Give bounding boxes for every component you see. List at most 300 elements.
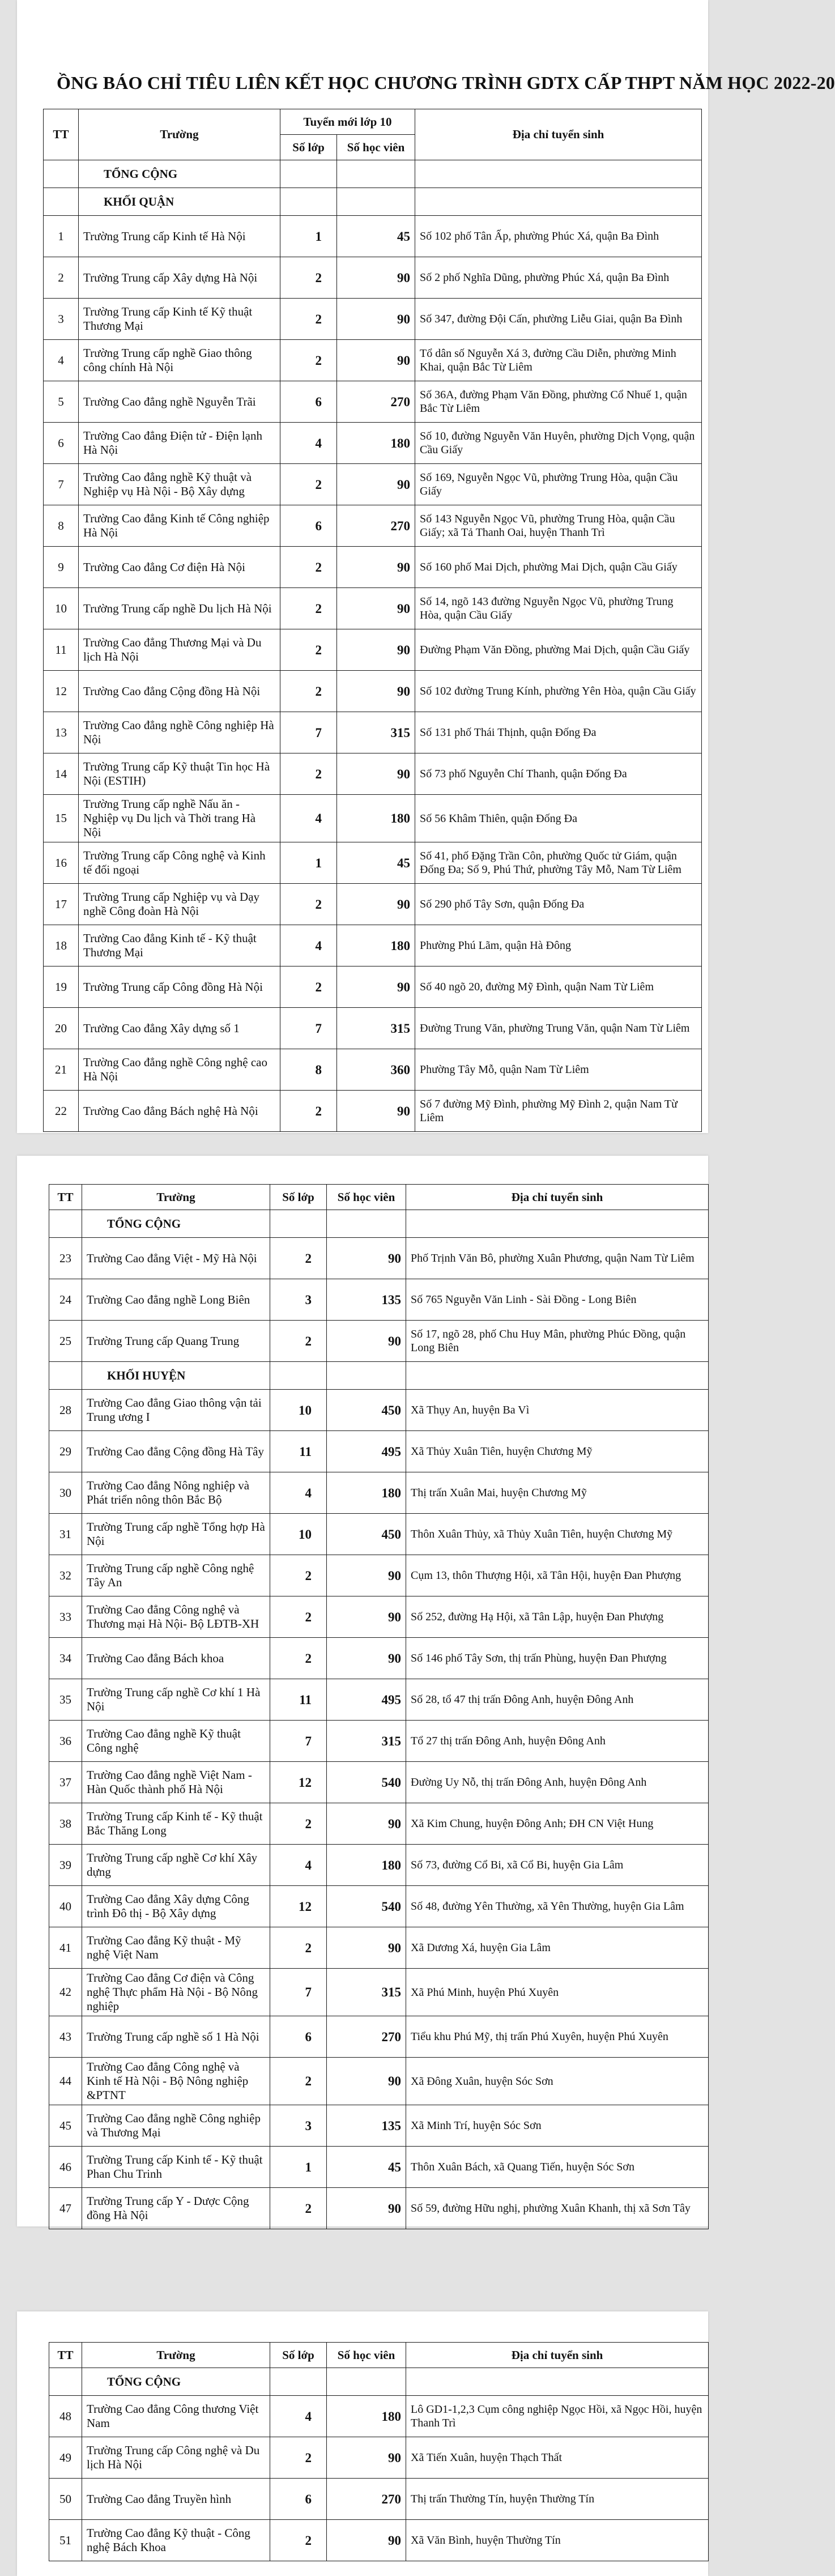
table-row: [49, 2188, 709, 2229]
enrollment-address: Số 40 ngõ 20, đường Mỹ Đình, quận Nam Từ Liêm: [415, 966, 702, 1008]
total-row: [49, 2368, 709, 2396]
student-count: 90: [327, 1238, 406, 1279]
school-name: Trường Cao đẳng Kỹ thuật - Công nghệ Bách Khoa: [82, 2520, 270, 2561]
table-row: [44, 340, 702, 381]
student-count: 180: [337, 795, 415, 842]
school-name: Trường Trung cấp Quang Trung: [82, 1321, 270, 1362]
class-count: 6: [270, 2479, 327, 2520]
class-count: 4: [270, 1845, 327, 1886]
school-name: Trường Cao đẳng Bách nghệ Hà Nội: [79, 1091, 280, 1132]
school-name: Trường Cao đẳng Điện tử - Điện lạnh Hà Nội: [79, 423, 280, 464]
student-count: 90: [337, 588, 415, 629]
student-count: 495: [327, 1431, 406, 1472]
school-name: Trường Cao đẳng Giao thông vận tải Trung ương I: [82, 1390, 270, 1431]
student-count: 90: [337, 340, 415, 381]
class-count: 2: [270, 1638, 327, 1679]
row-number: 6: [44, 423, 79, 464]
table-row: [44, 1091, 702, 1132]
row-number: 48: [49, 2396, 82, 2437]
header-classes: Số lớp: [270, 1185, 327, 1210]
header-school: Trường: [82, 1185, 270, 1210]
school-name: Trường Cao đẳng Công thương Việt Nam: [82, 2396, 270, 2437]
table-row: [44, 966, 702, 1008]
enrollment-address: Thị trấn Xuân Mai, huyện Chương Mỹ: [406, 1472, 709, 1514]
student-count: 90: [337, 299, 415, 340]
class-count: 7: [270, 1969, 327, 2016]
header-classes: Số lớp: [280, 135, 337, 160]
table-row: [49, 2479, 709, 2520]
student-count: 135: [327, 1279, 406, 1321]
student-count: 45: [337, 842, 415, 884]
class-count: 12: [270, 1886, 327, 1927]
school-name: Trường Trung cấp Kỹ thuật Tin học Hà Nội (ESTIH): [79, 753, 280, 795]
enrollment-address: Số 73 phố Nguyễn Chí Thanh, quận Đống Đa: [415, 753, 702, 795]
table-row: [49, 1679, 709, 1721]
enrollment-address: Số 169, Nguyễn Ngọc Vũ, phường Trung Hòa, quận Cầu Giấy: [415, 464, 702, 505]
total-label: TỔNG CỘNG: [82, 2368, 270, 2396]
school-name: Trường Cao đẳng Cộng đồng Hà Tây: [82, 1431, 270, 1472]
row-number: 29: [49, 1431, 82, 1472]
table-row: [44, 257, 702, 299]
row-number: 1: [44, 216, 79, 257]
class-count: 7: [270, 1721, 327, 1762]
table-row: [49, 1638, 709, 1679]
enrollment-address: Thị trấn Thường Tín, huyện Thường Tín: [406, 2479, 709, 2520]
student-count: 450: [327, 1514, 406, 1555]
school-name: Trường Cao đẳng Xây dựng Công trình Đô thị - Bộ Xây dựng: [82, 1886, 270, 1927]
row-number: 33: [49, 1596, 82, 1638]
table-body: [44, 160, 702, 1132]
header-students: Số học viên: [327, 1185, 406, 1210]
student-count: 90: [337, 464, 415, 505]
enrollment-address: Xã Phú Minh, huyện Phú Xuyên: [406, 1969, 709, 2016]
row-number: 47: [49, 2188, 82, 2229]
enrollment-address: Số 765 Nguyễn Văn Linh - Sài Đồng - Long Biên: [406, 1279, 709, 1321]
row-number: 4: [44, 340, 79, 381]
school-name: Trường Trung cấp Xây dựng Hà Nội: [79, 257, 280, 299]
school-name: Trường Trung cấp nghề Du lịch Hà Nội: [79, 588, 280, 629]
class-count: 2: [280, 884, 337, 925]
table-row: [49, 1803, 709, 1845]
table-row: [49, 2058, 709, 2105]
class-count: 1: [280, 842, 337, 884]
row-number: 3: [44, 299, 79, 340]
student-count: 90: [337, 671, 415, 712]
class-count: 7: [280, 712, 337, 753]
table-row: [44, 712, 702, 753]
school-name: Trường Cao đẳng nghề Kỹ thuật Công nghệ: [82, 1721, 270, 1762]
enrollment-address: Xã Kim Chung, huyện Đông Anh; ĐH CN Việt Hung: [406, 1803, 709, 1845]
row-number: 50: [49, 2479, 82, 2520]
school-name: Trường Cao đẳng Kinh tế Công nghiệp Hà Nội: [79, 505, 280, 547]
school-name: Trường Trung cấp nghề Cơ khí Xây dựng: [82, 1845, 270, 1886]
table-row: [49, 2520, 709, 2561]
student-count: 90: [327, 2437, 406, 2479]
class-count: 11: [270, 1431, 327, 1472]
enrollment-address: Số 102 đường Trung Kính, phường Yên Hòa, quận Cầu Giấy: [415, 671, 702, 712]
row-number: 45: [49, 2105, 82, 2147]
header-classes: Số lớp: [270, 2343, 327, 2368]
class-count: 2: [280, 966, 337, 1008]
enrollment-address: Lô GD1-1,2,3 Cụm công nghiệp Ngọc Hồi, xã Ngọc Hồi, huyện Thanh Trì: [406, 2396, 709, 2437]
section-label: KHỐI HUYỆN: [82, 1362, 270, 1390]
class-count: 2: [270, 2058, 327, 2105]
enrollment-address: Thôn Xuân Bách, xã Quang Tiến, huyện Sóc Sơn: [406, 2147, 709, 2188]
header-address: Địa chỉ tuyển sinh: [415, 109, 702, 160]
school-name: Trường Trung cấp nghề Giao thông công chính Hà Nội: [79, 340, 280, 381]
row-number: 34: [49, 1638, 82, 1679]
enrollment-table-page-3: [49, 2342, 709, 2561]
class-count: 6: [280, 505, 337, 547]
enrollment-table-page-2: [49, 1184, 709, 2229]
class-count: 6: [280, 381, 337, 423]
table-row: [49, 2147, 709, 2188]
student-count: 270: [327, 2479, 406, 2520]
enrollment-address: Tổ 27 thị trấn Đông Anh, huyện Đông Anh: [406, 1721, 709, 1762]
total-row: [44, 160, 702, 188]
student-count: 540: [327, 1762, 406, 1803]
enrollment-address: Xã Đông Xuân, huyện Sóc Sơn: [406, 2058, 709, 2105]
enrollment-address: Số 14, ngõ 143 đường Nguyễn Ngọc Vũ, phường Trung Hòa, quận Cầu Giấy: [415, 588, 702, 629]
student-count: 270: [327, 2016, 406, 2058]
enrollment-address: Phường Phú Lãm, quận Hà Đông: [415, 925, 702, 966]
student-count: 90: [337, 966, 415, 1008]
enrollment-address: Số 102 phố Tân Ấp, phường Phúc Xá, quận Ba Đình: [415, 216, 702, 257]
student-count: 360: [337, 1049, 415, 1091]
row-number: 15: [44, 795, 79, 842]
school-name: Trường Cao đẳng Bách khoa: [82, 1638, 270, 1679]
row-number: 19: [44, 966, 79, 1008]
school-name: Trường Cao đẳng Kỹ thuật - Mỹ nghệ Việt Nam: [82, 1927, 270, 1969]
table-row: [44, 1008, 702, 1049]
class-count: 2: [270, 1803, 327, 1845]
row-number: 2: [44, 257, 79, 299]
class-count: 4: [280, 925, 337, 966]
student-count: 315: [327, 1969, 406, 2016]
class-count: 2: [280, 629, 337, 671]
school-name: Trường Cao đẳng nghề Kỹ thuật và Nghiệp vụ Hà Nội - Bộ Xây dựng: [79, 464, 280, 505]
enrollment-address: Số 36A, đường Phạm Văn Đồng, phường Cổ Nhuế 1, quận Bắc Từ Liêm: [415, 381, 702, 423]
student-count: 495: [327, 1679, 406, 1721]
enrollment-address: Phường Tây Mỗ, quận Nam Từ Liêm: [415, 1049, 702, 1091]
student-count: 90: [337, 884, 415, 925]
class-count: 11: [270, 1679, 327, 1721]
row-number: 13: [44, 712, 79, 753]
row-number: 44: [49, 2058, 82, 2105]
row-number: 23: [49, 1238, 82, 1279]
row-number: 36: [49, 1721, 82, 1762]
row-number: 25: [49, 1321, 82, 1362]
header-address: Địa chỉ tuyển sinh: [406, 1185, 709, 1210]
table-row: [49, 1514, 709, 1555]
school-name: Trường Cao đẳng Cơ điện Hà Nội: [79, 547, 280, 588]
student-count: 180: [337, 423, 415, 464]
student-count: 90: [337, 753, 415, 795]
header-tt: TT: [49, 2343, 82, 2368]
student-count: 315: [337, 1008, 415, 1049]
enrollment-address: Đường Trung Văn, phường Trung Văn, quận Nam Từ Liêm: [415, 1008, 702, 1049]
enrollment-address: Xã Minh Trí, huyện Sóc Sơn: [406, 2105, 709, 2147]
table-row: [49, 1431, 709, 1472]
student-count: 90: [327, 1638, 406, 1679]
enrollment-address: Xã Dương Xá, huyện Gia Lâm: [406, 1927, 709, 1969]
document-title: ỒNG BÁO CHỈ TIÊU LIÊN KẾT HỌC CHƯƠNG TRÌNH GDTX CẤP THPT NĂM HỌC 2022-20: [57, 73, 835, 93]
section-label: KHỐI QUẬN: [79, 188, 280, 216]
student-count: 90: [327, 1321, 406, 1362]
student-count: 180: [337, 925, 415, 966]
enrollment-address: Số 10, đường Nguyễn Văn Huyên, phường Dịch Vọng, quận Cầu Giấy: [415, 423, 702, 464]
header-tt: TT: [49, 1185, 82, 1210]
school-name: Trường Trung cấp nghề Tổng hợp Hà Nội: [82, 1514, 270, 1555]
class-count: 2: [280, 299, 337, 340]
student-count: 45: [337, 216, 415, 257]
enrollment-address: Số 28, tổ 47 thị trấn Đông Anh, huyện Đông Anh: [406, 1679, 709, 1721]
table-row: [44, 884, 702, 925]
class-count: 2: [280, 547, 337, 588]
school-name: Trường Trung cấp Kinh tế - Kỹ thuật Bắc Thăng Long: [82, 1803, 270, 1845]
row-number: 39: [49, 1845, 82, 1886]
student-count: 270: [337, 505, 415, 547]
school-name: Trường Cao đẳng nghề Việt Nam - Hàn Quốc thành phố Hà Nội: [82, 1762, 270, 1803]
table-row: [44, 795, 702, 842]
row-number: 35: [49, 1679, 82, 1721]
class-count: 7: [280, 1008, 337, 1049]
enrollment-address: Xã Tiến Xuân, huyện Thạch Thất: [406, 2437, 709, 2479]
school-name: Trường Cao đẳng Việt - Mỹ Hà Nội: [82, 1238, 270, 1279]
table-row: [49, 2396, 709, 2437]
table-row: [49, 1845, 709, 1886]
table-row: [44, 842, 702, 884]
table-row: [49, 1969, 709, 2016]
row-number: 7: [44, 464, 79, 505]
school-name: Trường Trung cấp Kinh tế - Kỹ thuật Phan Chu Trinh: [82, 2147, 270, 2188]
class-count: 2: [280, 257, 337, 299]
class-count: 6: [270, 2016, 327, 2058]
class-count: 2: [280, 588, 337, 629]
table-row: [49, 1555, 709, 1596]
row-number: 22: [44, 1091, 79, 1132]
enrollment-address: Số 347, đường Đội Cấn, phường Liễu Giai, quận Ba Đình: [415, 299, 702, 340]
row-number: 46: [49, 2147, 82, 2188]
student-count: 90: [337, 547, 415, 588]
table-row: [44, 547, 702, 588]
table-row: [44, 216, 702, 257]
table-row: [44, 423, 702, 464]
row-number: 38: [49, 1803, 82, 1845]
table-row: [49, 1886, 709, 1927]
class-count: 2: [270, 2437, 327, 2479]
student-count: 90: [337, 1091, 415, 1132]
student-count: 135: [327, 2105, 406, 2147]
enrollment-address: Đường Phạm Văn Đồng, phường Mai Dịch, quận Cầu Giấy: [415, 629, 702, 671]
row-number: 17: [44, 884, 79, 925]
student-count: 180: [327, 1845, 406, 1886]
student-count: 90: [327, 2188, 406, 2229]
header-students: Số học viên: [337, 135, 415, 160]
enrollment-address: Xã Thụy An, huyện Ba Vì: [406, 1390, 709, 1431]
school-name: Trường Trung cấp Công nghệ và Du lịch Hà Nội: [82, 2437, 270, 2479]
enrollment-table-page-1: [43, 109, 702, 1132]
row-number: 43: [49, 2016, 82, 2058]
enrollment-address: Số 2 phố Nghĩa Dũng, phường Phúc Xá, quận Ba Đình: [415, 257, 702, 299]
student-count: 270: [337, 381, 415, 423]
school-name: Trường Cao đẳng Công nghệ và Kinh tế Hà Nội - Bộ Nông nghiệp &PTNT: [82, 2058, 270, 2105]
table-row: [44, 381, 702, 423]
enrollment-address: Số 252, đường Hạ Hội, xã Tân Lập, huyện Đan Phượng: [406, 1596, 709, 1638]
school-name: Trường Trung cấp Y - Dược Cộng đồng Hà Nội: [82, 2188, 270, 2229]
table-row: [44, 629, 702, 671]
class-count: 8: [280, 1049, 337, 1091]
table-body: [49, 2368, 709, 2561]
row-number: 20: [44, 1008, 79, 1049]
table-row: [49, 1321, 709, 1362]
student-count: 90: [327, 1927, 406, 1969]
class-count: 2: [270, 2188, 327, 2229]
enrollment-address: Số 131 phố Thái Thịnh, quận Đống Đa: [415, 712, 702, 753]
row-number: 32: [49, 1555, 82, 1596]
school-name: Trường Trung cấp nghề Nấu ăn - Nghiệp vụ Du lịch và Thời trang Hà Nội: [79, 795, 280, 842]
class-count: 2: [270, 1238, 327, 1279]
table-row: [49, 1472, 709, 1514]
row-number: 9: [44, 547, 79, 588]
school-name: Trường Cao đẳng Xây dựng số 1: [79, 1008, 280, 1049]
table-row: [44, 925, 702, 966]
table-row: [49, 2437, 709, 2479]
student-count: 90: [327, 2058, 406, 2105]
class-count: 2: [280, 1091, 337, 1132]
school-name: Trường Trung cấp Công đồng Hà Nội: [79, 966, 280, 1008]
class-count: 1: [280, 216, 337, 257]
enrollment-address: Tiểu khu Phú Mỹ, thị trấn Phú Xuyên, huyện Phú Xuyên: [406, 2016, 709, 2058]
table-row: [49, 1279, 709, 1321]
school-name: Trường Cao đẳng Cơ điện và Công nghệ Thực phẩm Hà Nội - Bộ Nông nghiệp: [82, 1969, 270, 2016]
enrollment-address: Cụm 13, thôn Thượng Hội, xã Tân Hội, huyện Đan Phượng: [406, 1555, 709, 1596]
enrollment-address: Số 41, phố Đặng Trần Côn, phường Quốc tử Giám, quận Đống Đa; Số 9, Phú Thứ, phường Tây Mỗ, Nam Từ Liêm: [415, 842, 702, 884]
table-row: [44, 464, 702, 505]
enrollment-address: Đường Uy Nỗ, thị trấn Đông Anh, huyện Đông Anh: [406, 1762, 709, 1803]
row-number: 12: [44, 671, 79, 712]
row-number: 24: [49, 1279, 82, 1321]
student-count: 90: [327, 2520, 406, 2561]
row-number: 10: [44, 588, 79, 629]
table-body: [49, 1210, 709, 2229]
total-row: [49, 1210, 709, 1238]
enrollment-address: Số 17, ngõ 28, phố Chu Huy Mân, phường Phúc Đồng, quận Long Biên: [406, 1321, 709, 1362]
row-number: 8: [44, 505, 79, 547]
header-students: Số học viên: [327, 2343, 406, 2368]
school-name: Trường Cao đẳng Thương Mại và Du lịch Hà Nội: [79, 629, 280, 671]
school-name: Trường Cao đẳng nghề Công nghiệp và Thương Mại: [82, 2105, 270, 2147]
table-row: [44, 299, 702, 340]
header-address: Địa chỉ tuyển sinh: [406, 2343, 709, 2368]
school-name: Trường Cao đẳng Kinh tế - Kỹ thuật Thương Mại: [79, 925, 280, 966]
table-row: [49, 2105, 709, 2147]
header-school: Trường: [82, 2343, 270, 2368]
class-count: 10: [270, 1390, 327, 1431]
enrollment-address: Phố Trịnh Văn Bô, phường Xuân Phương, quận Nam Từ Liêm: [406, 1238, 709, 1279]
school-name: Trường Trung cấp Kinh tế Hà Nội: [79, 216, 280, 257]
table-row: [49, 1762, 709, 1803]
row-number: 41: [49, 1927, 82, 1969]
school-name: Trường Cao đẳng Cộng đồng Hà Nội: [79, 671, 280, 712]
enrollment-address: Số 56 Khâm Thiên, quận Đống Đa: [415, 795, 702, 842]
school-name: Trường Cao đẳng Nông nghiệp và Phát triển nông thôn Bắc Bộ: [82, 1472, 270, 1514]
class-count: 4: [270, 2396, 327, 2437]
table-row: [44, 1049, 702, 1091]
row-number: 11: [44, 629, 79, 671]
enrollment-address: Thôn Xuân Thủy, xã Thủy Xuân Tiên, huyện Chương Mỹ: [406, 1514, 709, 1555]
student-count: 180: [327, 2396, 406, 2437]
student-count: 90: [337, 257, 415, 299]
enrollment-address: Xã Văn Bình, huyện Thường Tín: [406, 2520, 709, 2561]
student-count: 180: [327, 1472, 406, 1514]
row-number: 18: [44, 925, 79, 966]
table-row: [44, 671, 702, 712]
school-name: Trường Trung cấp Công nghệ và Kinh tế đối ngoại: [79, 842, 280, 884]
row-number: 21: [44, 1049, 79, 1091]
class-count: 2: [280, 753, 337, 795]
class-count: 2: [270, 2520, 327, 2561]
enrollment-address: Số 290 phố Tây Sơn, quận Đống Đa: [415, 884, 702, 925]
class-count: 4: [280, 423, 337, 464]
student-count: 90: [327, 1555, 406, 1596]
class-count: 2: [280, 340, 337, 381]
enrollment-address: Số 48, đường Yên Thường, xã Yên Thường, huyện Gia Lâm: [406, 1886, 709, 1927]
school-name: Trường Cao đẳng nghề Nguyễn Trãi: [79, 381, 280, 423]
enrollment-address: Số 160 phố Mai Dịch, phường Mai Dịch, quận Cầu Giấy: [415, 547, 702, 588]
header-school: Trường: [79, 109, 280, 160]
table-row: [44, 753, 702, 795]
row-number: 16: [44, 842, 79, 884]
class-count: 3: [270, 1279, 327, 1321]
class-count: 1: [270, 2147, 327, 2188]
row-number: 28: [49, 1390, 82, 1431]
table-row: [49, 1238, 709, 1279]
class-count: 2: [270, 1555, 327, 1596]
document-page-2: [17, 1156, 708, 2226]
class-count: 2: [280, 464, 337, 505]
school-name: Trường Trung cấp nghề Cơ khí 1 Hà Nội: [82, 1679, 270, 1721]
enrollment-address: Số 73, đường Cổ Bi, xã Cổ Bi, huyện Gia Lâm: [406, 1845, 709, 1886]
class-count: 2: [270, 1321, 327, 1362]
enrollment-address: Số 146 phố Tây Sơn, thị trấn Phùng, huyện Đan Phượng: [406, 1638, 709, 1679]
total-label: TỔNG CỘNG: [82, 1210, 270, 1238]
school-name: Trường Cao đẳng nghề Long Biên: [82, 1279, 270, 1321]
school-name: Trường Trung cấp nghề Công nghệ Tây An: [82, 1555, 270, 1596]
document-page-3: [17, 2311, 708, 2576]
enrollment-address: Xã Thủy Xuân Tiên, huyện Chương Mỹ: [406, 1431, 709, 1472]
section-row: [49, 1362, 709, 1390]
enrollment-address: Số 143 Nguyễn Ngọc Vũ, phường Trung Hòa, quận Cầu Giấy; xã Tả Thanh Oai, huyện Thanh Trì: [415, 505, 702, 547]
table-row: [49, 1927, 709, 1969]
school-name: Trường Trung cấp nghề số 1 Hà Nội: [82, 2016, 270, 2058]
school-name: Trường Cao đẳng nghề Công nghiệp Hà Nội: [79, 712, 280, 753]
row-number: 49: [49, 2437, 82, 2479]
row-number: 40: [49, 1886, 82, 1927]
table-row: [49, 1596, 709, 1638]
header-new-enrollment: Tuyển mới lớp 10: [280, 109, 415, 135]
school-name: Trường Trung cấp Kinh tế Kỹ thuật Thương Mại: [79, 299, 280, 340]
school-name: Trường Cao đẳng Truyền hình: [82, 2479, 270, 2520]
student-count: 90: [337, 629, 415, 671]
enrollment-address: Tổ dân số Nguyễn Xá 3, đường Cầu Diễn, phường Minh Khai, quận Bắc Từ Liêm: [415, 340, 702, 381]
class-count: 3: [270, 2105, 327, 2147]
header-tt: TT: [44, 109, 79, 160]
row-number: 37: [49, 1762, 82, 1803]
class-count: 4: [270, 1472, 327, 1514]
row-number: 14: [44, 753, 79, 795]
student-count: 45: [327, 2147, 406, 2188]
